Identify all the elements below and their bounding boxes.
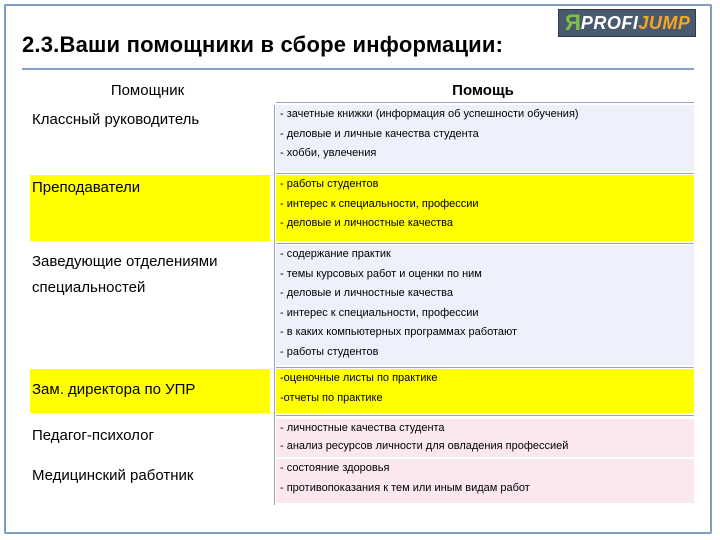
helper-cell: Классный руководитель [32,111,200,128]
helper-line: Заведующие отделениями [32,253,218,270]
table-row [30,419,694,457]
header-help: Помощь [452,82,514,99]
list-item: - деловые и личностные качества [280,217,454,229]
table-row [30,245,694,365]
help-cell [276,419,694,457]
header-helper: Помощник [110,82,185,99]
helper-cell: Преподаватели [30,175,270,241]
page-title: 2.3.Ваши помощники в сборе информации: [22,32,504,57]
list-item: - личностные качества студента [280,422,445,434]
help-cell [276,175,694,241]
profijump-logo [558,9,696,37]
table-row [30,175,694,241]
list-item: - деловые и личностные качества [280,287,454,299]
logo-text: PROFIJUMP [580,12,691,33]
help-cell [276,369,694,413]
list-item: - работы студентов [280,178,379,190]
row-divider [276,173,694,174]
column-divider [274,105,275,505]
list-item: - анализ ресурсов личности для овладения профессией [280,440,569,452]
list-item: - хобби, увлечения [280,147,377,159]
helper-line: специальностей [32,279,146,296]
list-item: - противопоказания к тем или иным видам работ [280,481,530,494]
help-cell [276,459,694,503]
help-cell [276,245,694,365]
table-row [30,105,694,171]
table-row [30,369,694,413]
row-divider [276,415,694,416]
header-divider [276,102,694,103]
list-item: - содержание практик [280,248,391,260]
title-underline [22,68,694,70]
helper-cell [30,245,270,365]
row-divider [276,243,694,244]
list-item: -оценочные листы по практике [280,372,438,384]
list-item: - в каких компьютерных программах работают [280,326,518,338]
logo-mark: Я [565,10,581,35]
list-item: - состояние здоровья [280,462,390,474]
list-item: - интерес к специальности, профессии [280,306,479,319]
helper-cell: Педагог-психолог [32,427,154,444]
list-item: - работы студентов [280,345,379,358]
list-item: - зачетные книжки (информация об успешности обучения) [280,108,579,120]
list-item: - темы курсовых работ и оценки по ним [280,267,482,280]
list-item: - деловые и личные качества студента [280,127,479,140]
list-item: - интерес к специальности, профессии [280,197,479,210]
helper-cell: Медицинский работник [32,467,194,484]
help-cell [276,105,694,171]
list-item: -отчеты по практике [280,391,383,404]
row-divider [276,367,694,368]
table-row [30,459,694,503]
helper-cell: Зам. директора по УПР [30,369,270,413]
